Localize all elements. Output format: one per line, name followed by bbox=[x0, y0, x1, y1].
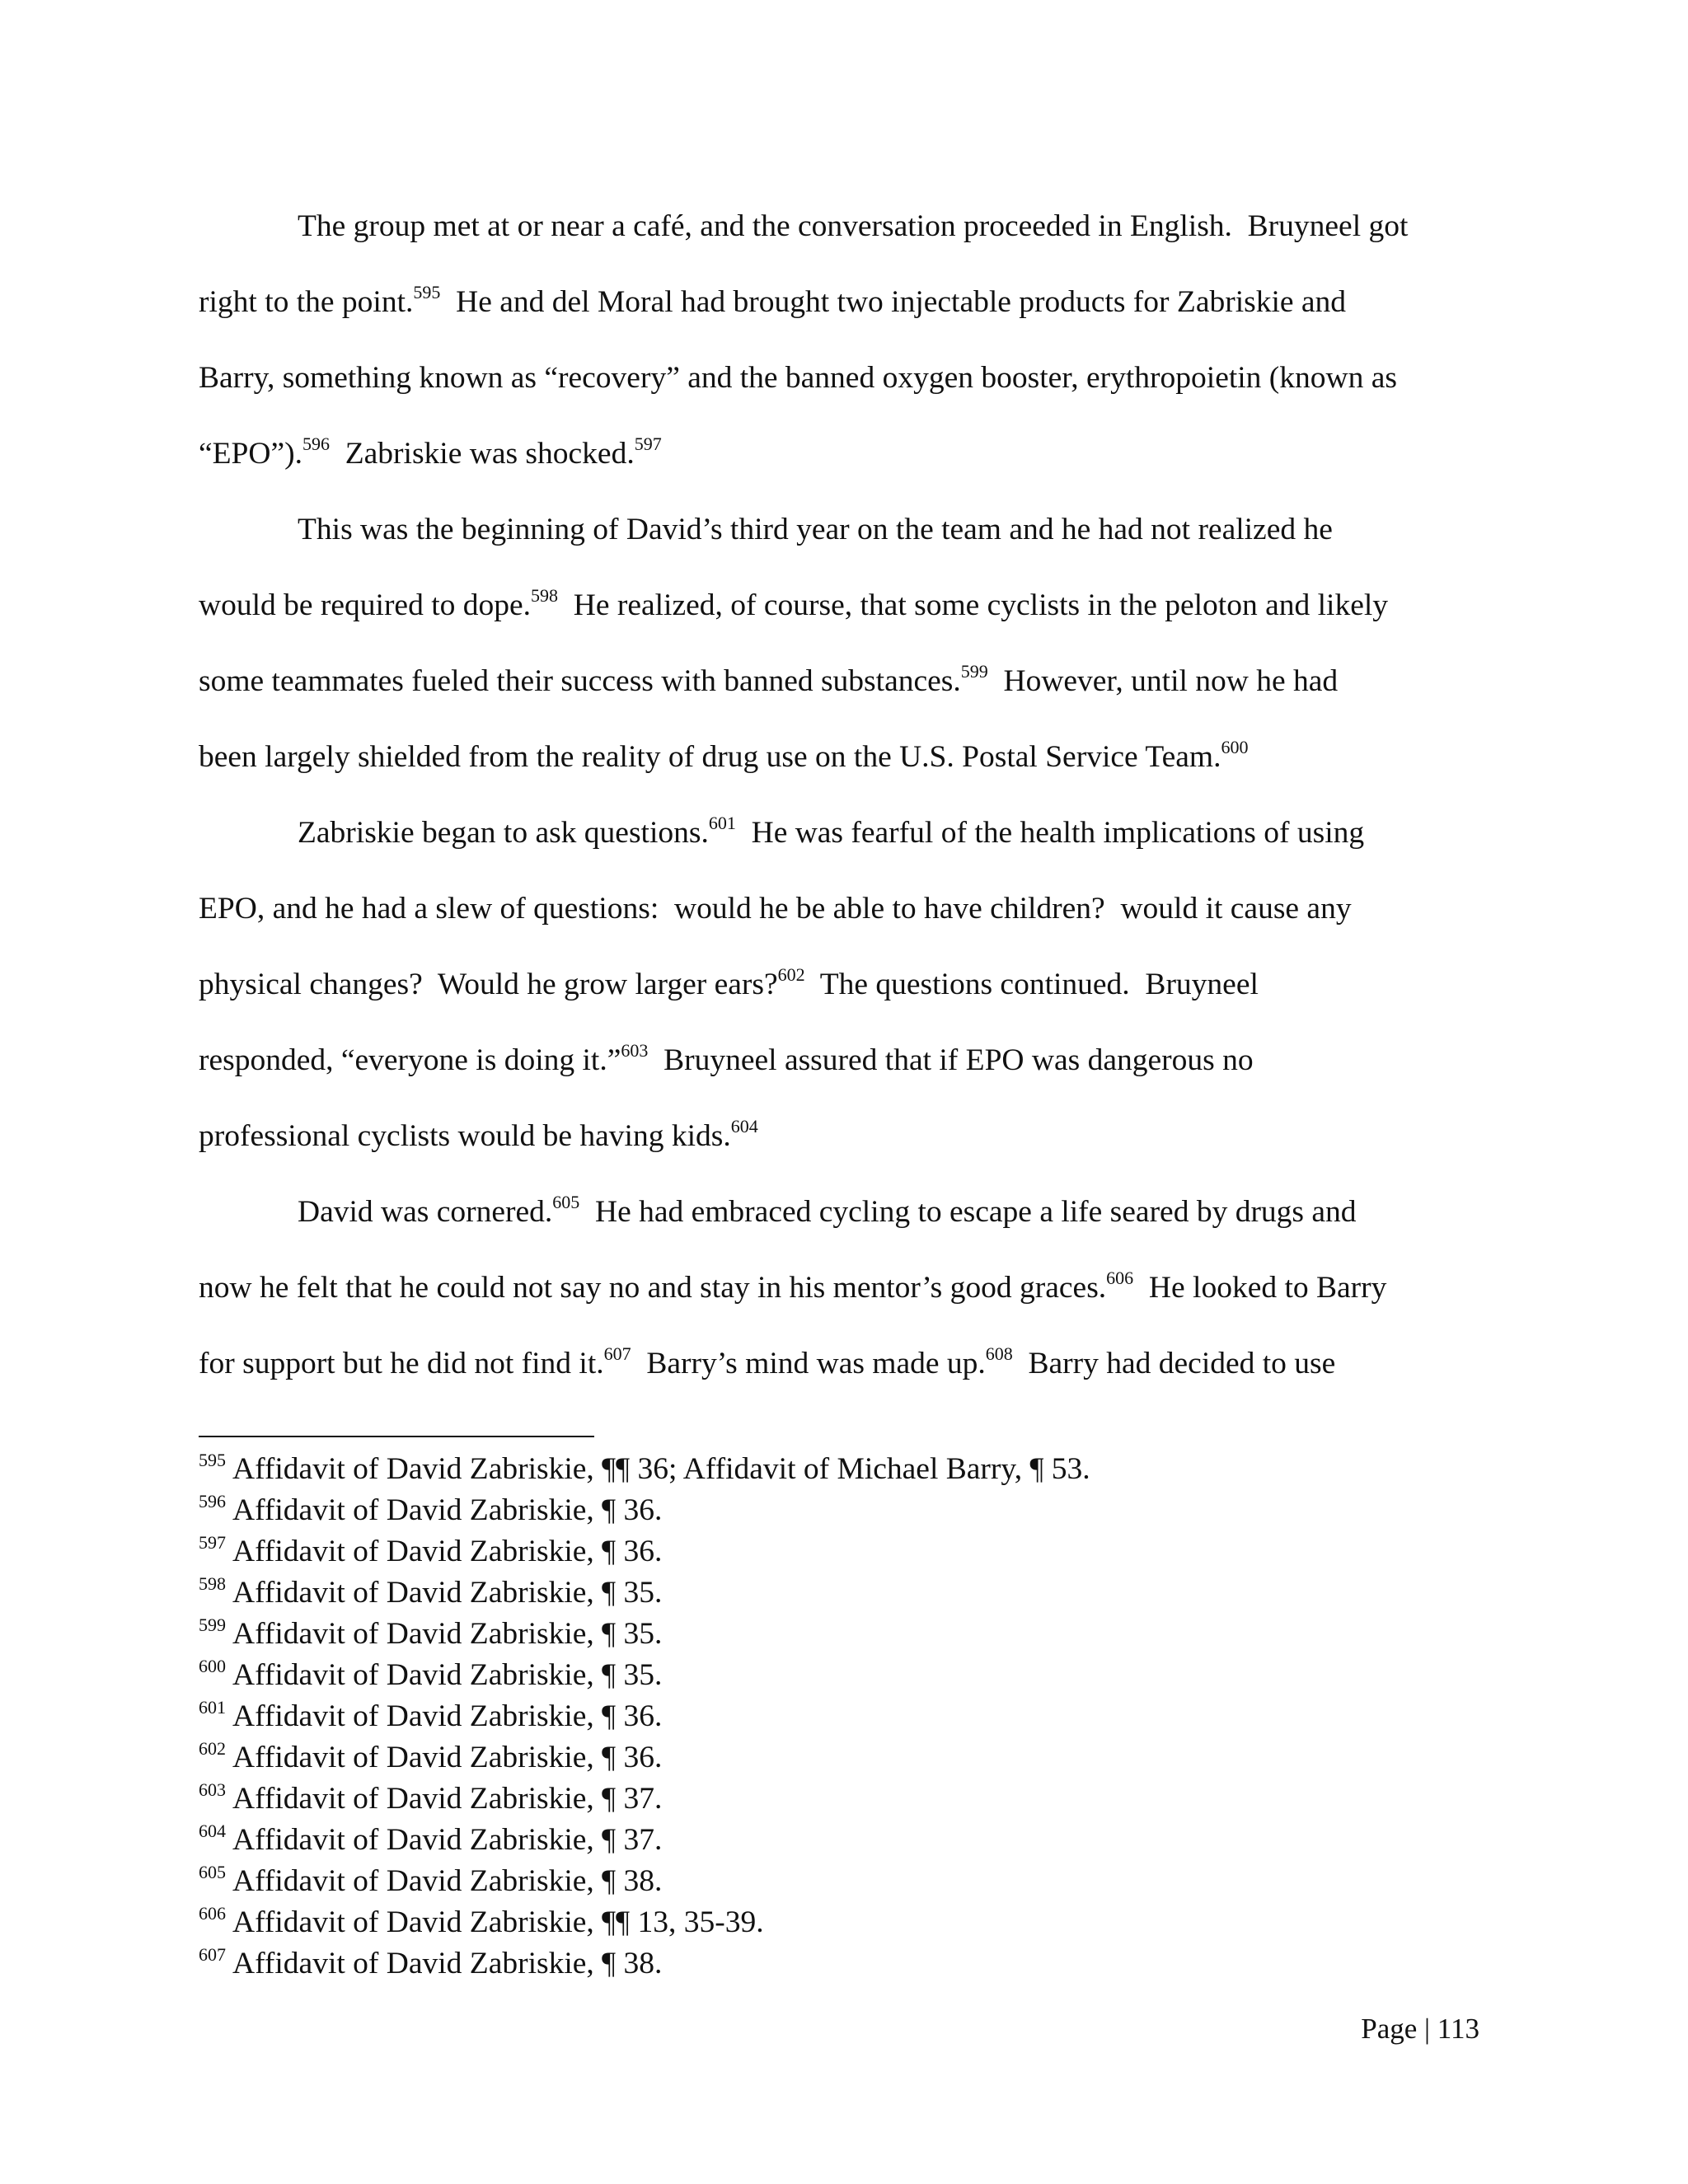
text-line bbox=[199, 719, 1484, 795]
text-run: The questions continued. Bruyneel bbox=[804, 968, 1259, 1001]
footnote-number: 601 bbox=[199, 1697, 226, 1718]
footnote-item bbox=[199, 1821, 1484, 1863]
text-run: been largely shielded from the reality of drug use on the U.S. Postal Service Team. bbox=[199, 740, 1221, 774]
text-run: The group met at or near a café, and the conversation proceeded in English. Bruyneel got bbox=[298, 209, 1409, 243]
footnotes bbox=[199, 1451, 1484, 1986]
footnote-number: 606 bbox=[199, 1903, 226, 1924]
footnote-text: Affidavit of David Zabriskie, ¶ 35. bbox=[232, 1617, 663, 1651]
text-run: EPO, and he had a slew of questions: would he be able to have children? would it cause any bbox=[199, 892, 1352, 926]
footnote-text: Affidavit of David Zabriskie, ¶ 35. bbox=[232, 1658, 663, 1692]
footnote-text: Affidavit of David Zabriskie, ¶ 37. bbox=[232, 1782, 663, 1816]
paragraph bbox=[199, 492, 1484, 795]
text-line bbox=[199, 871, 1484, 947]
text-run: He realized, of course, that some cyclists in the peloton and likely bbox=[558, 588, 1389, 622]
text-line bbox=[199, 947, 1484, 1023]
text-run: He was fearful of the health implications of using bbox=[735, 816, 1365, 850]
text-run: would be required to dope. bbox=[199, 588, 532, 622]
footnote-item bbox=[199, 1945, 1484, 1986]
footnote-number: 599 bbox=[199, 1615, 226, 1635]
footnote-separator bbox=[199, 1436, 594, 1437]
footnote-text: Affidavit of David Zabriskie, ¶ 36. bbox=[232, 1741, 663, 1774]
footnote-number: 607 bbox=[199, 1944, 226, 1965]
footnote-text: Affidavit of David Zabriskie, ¶ 35. bbox=[232, 1576, 663, 1610]
text-line bbox=[199, 265, 1484, 340]
footnote-item bbox=[199, 1739, 1484, 1780]
text-run: Zabriskie began to ask questions. bbox=[298, 816, 709, 850]
footnote-number: 604 bbox=[199, 1821, 226, 1841]
footnote-item bbox=[199, 1698, 1484, 1739]
text-run: However, until now he had bbox=[987, 664, 1339, 698]
text-run: Zabriskie was shocked. bbox=[330, 437, 635, 471]
footnote-item bbox=[199, 1451, 1484, 1492]
footnote-reference[interactable]: 601 bbox=[708, 813, 736, 833]
footnote-item bbox=[199, 1780, 1484, 1821]
text-line bbox=[199, 1326, 1484, 1402]
page-number: Page | 113 bbox=[1361, 2013, 1479, 2045]
footnote-text: Affidavit of David Zabriskie, ¶ 36. bbox=[232, 1699, 663, 1733]
footnote-reference[interactable]: 599 bbox=[960, 661, 988, 682]
text-run: responded, “everyone is doing it.” bbox=[199, 1043, 621, 1077]
text-run: Barry, something known as “recovery” and the banned oxygen booster, erythropoietin (known as bbox=[199, 361, 1397, 395]
footnote-reference[interactable]: 604 bbox=[730, 1116, 758, 1137]
text-run: Barry had decided to use bbox=[1012, 1347, 1336, 1380]
paragraph bbox=[199, 795, 1484, 1174]
footnote-text: Affidavit of David Zabriskie, ¶¶ 36; Affidavit of Michael Barry, ¶ 53. bbox=[232, 1452, 1090, 1486]
text-line bbox=[199, 795, 1484, 871]
text-run: for support but he did not find it. bbox=[199, 1347, 604, 1380]
footnote-item bbox=[199, 1904, 1484, 1945]
footnote-reference[interactable]: 602 bbox=[777, 964, 805, 985]
footnote-reference[interactable]: 606 bbox=[1106, 1268, 1134, 1288]
text-run: He looked to Barry bbox=[1133, 1271, 1387, 1305]
footnote-text: Affidavit of David Zabriskie, ¶ 37. bbox=[232, 1823, 663, 1857]
text-run: He had embraced cycling to escape a life seared by drugs and bbox=[579, 1195, 1357, 1229]
footnote-number: 598 bbox=[199, 1573, 226, 1594]
text-line bbox=[199, 1250, 1484, 1326]
footnote-number: 597 bbox=[199, 1532, 226, 1553]
footnote-text: Affidavit of David Zabriskie, ¶ 38. bbox=[232, 1864, 663, 1898]
footnote-item bbox=[199, 1533, 1484, 1574]
text-line bbox=[199, 416, 1484, 492]
text-line bbox=[199, 568, 1484, 644]
footnote-number: 595 bbox=[199, 1450, 226, 1470]
footnote-item bbox=[199, 1657, 1484, 1698]
text-run: Barry’s mind was made up. bbox=[631, 1347, 986, 1380]
text-run: This was the beginning of David’s third year on the team and he had not realized he bbox=[298, 513, 1333, 546]
text-run: “EPO”). bbox=[199, 437, 302, 471]
paragraph bbox=[199, 189, 1484, 492]
text-run: now he felt that he could not say no and stay in his mentor’s good graces. bbox=[199, 1271, 1107, 1305]
text-line bbox=[199, 1174, 1484, 1250]
footnote-text: Affidavit of David Zabriskie, ¶ 36. bbox=[232, 1493, 663, 1527]
footnote-text: Affidavit of David Zabriskie, ¶¶ 13, 35-39. bbox=[232, 1905, 764, 1939]
footnote-item bbox=[199, 1492, 1484, 1533]
footnote-reference[interactable]: 600 bbox=[1221, 737, 1249, 757]
footnote-reference[interactable]: 603 bbox=[621, 1040, 649, 1061]
text-line bbox=[199, 340, 1484, 416]
footnote-reference[interactable]: 608 bbox=[985, 1343, 1013, 1364]
footnote-reference[interactable]: 595 bbox=[413, 282, 441, 302]
footnote-number: 605 bbox=[199, 1862, 226, 1882]
footnote-number: 602 bbox=[199, 1738, 226, 1759]
footnote-item bbox=[199, 1574, 1484, 1615]
text-line bbox=[199, 1023, 1484, 1099]
footnote-reference[interactable]: 607 bbox=[603, 1343, 631, 1364]
footnote-reference[interactable]: 598 bbox=[531, 585, 559, 606]
text-line bbox=[199, 189, 1484, 265]
footnote-number: 600 bbox=[199, 1656, 226, 1676]
text-run: David was cornered. bbox=[298, 1195, 553, 1229]
text-run: professional cyclists would be having kids. bbox=[199, 1119, 731, 1153]
footnote-text: Affidavit of David Zabriskie, ¶ 36. bbox=[232, 1535, 663, 1568]
text-line bbox=[199, 644, 1484, 719]
paragraph bbox=[199, 1174, 1484, 1402]
footnote-number: 603 bbox=[199, 1779, 226, 1800]
text-run: physical changes? Would he grow larger ears? bbox=[199, 968, 778, 1001]
text-line bbox=[199, 1099, 1484, 1174]
footnote-reference[interactable]: 597 bbox=[634, 434, 662, 454]
footnote-text: Affidavit of David Zabriskie, ¶ 38. bbox=[232, 1947, 663, 1980]
text-run: He and del Moral had brought two injectable products for Zabriskie and bbox=[440, 285, 1347, 319]
text-line bbox=[199, 492, 1484, 568]
footnote-item bbox=[199, 1615, 1484, 1657]
footnote-reference[interactable]: 605 bbox=[552, 1192, 580, 1212]
text-run: Bruyneel assured that if EPO was dangerous no bbox=[648, 1043, 1254, 1077]
footnote-item bbox=[199, 1863, 1484, 1904]
body-text bbox=[199, 189, 1484, 1402]
footnote-reference[interactable]: 596 bbox=[302, 434, 330, 454]
footnote-number: 596 bbox=[199, 1491, 226, 1511]
text-run: right to the point. bbox=[199, 285, 414, 319]
text-run: some teammates fueled their success with banned substances. bbox=[199, 664, 961, 698]
